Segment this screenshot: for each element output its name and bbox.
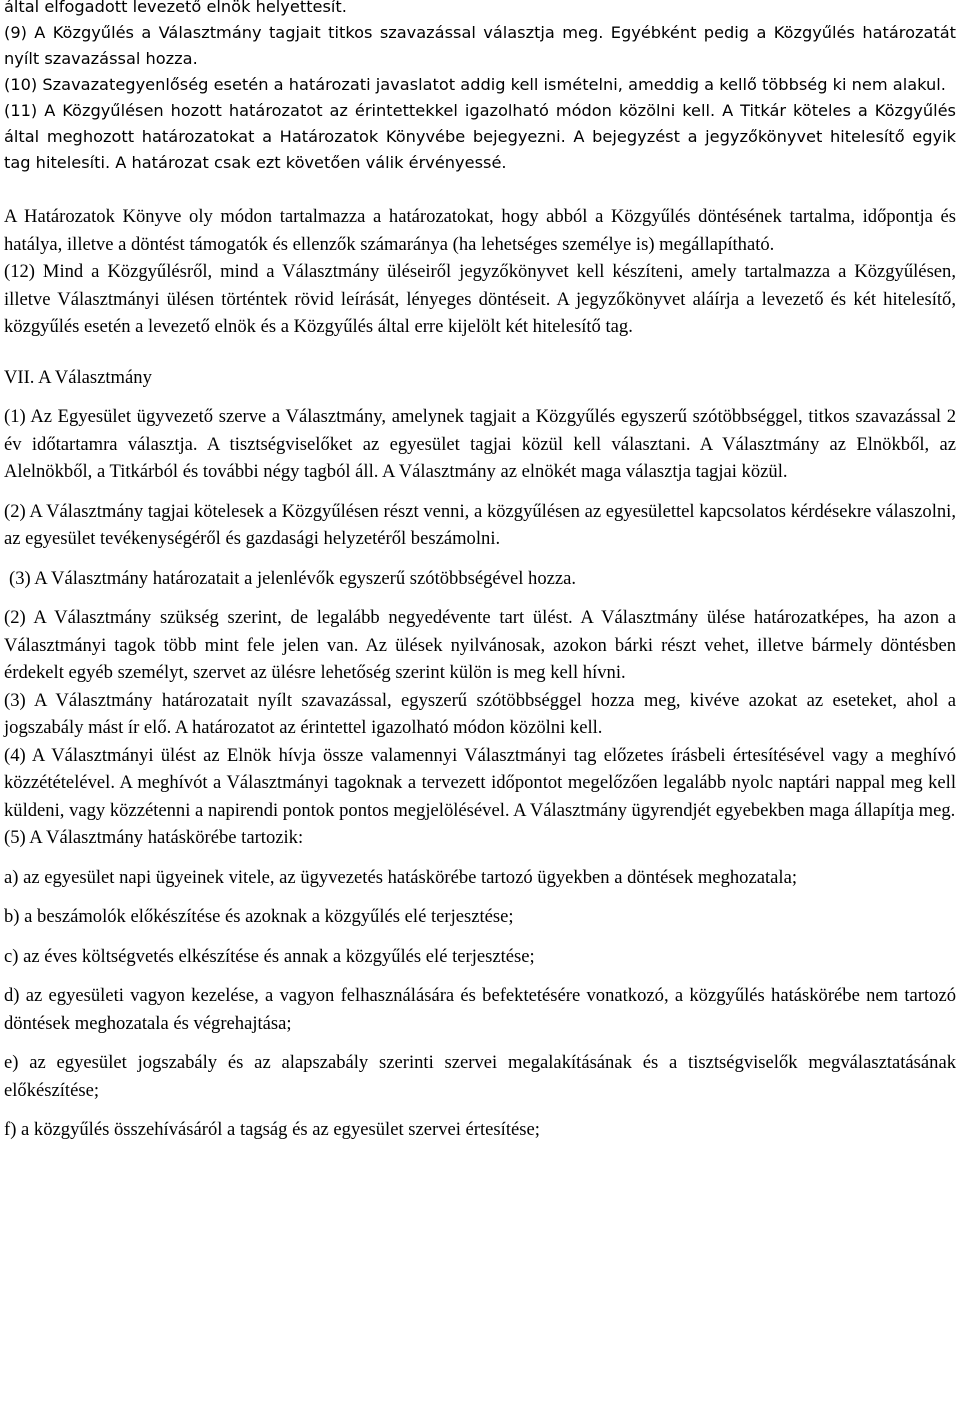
paragraph-elnok-helyettesit: által elfogadott levezető elnök helyettesít. bbox=[4, 0, 347, 16]
paragraph-10: (10) Szavazategyenlőség esetén a határozati javaslatot addig kell ismételni, ameddig a kellő többség ki nem alakul. bbox=[4, 75, 946, 94]
list-item-a: a) az egyesület napi ügyeinek vitele, az ügyvezetés hatáskörébe tartozó ügyekben a döntések meghozatala; bbox=[4, 866, 797, 888]
list-item-b: b) a beszámolók előkészítése és azoknak a közgyűlés elé terjesztése; bbox=[4, 906, 514, 927]
list-item-d: d) az egyesületi vagyon kezelése, a vagyon felhasználására és befektetésére vonatkozó, a közgyűlés hatáskörébe nem tartozó döntések meghozatala és végrehajtása; bbox=[4, 985, 956, 1034]
valasztmany-paragraph-5: (5) A Választmány hatáskörébe tartozik: bbox=[4, 827, 304, 848]
valasztmany-paragraph-4: (4) A Választmányi ülést az Elnök hívja össze valamennyi Választmányi tag előzetes írásbeli értesítésével vagy a meghívó közzétételével. A meghívót a Választmányi tagoknak a tervezett időpontot megelőzően legalább nyolc naptári nappal meg kell küldeni, vagy közzétenni a napirendi pontok pontos megjelölésével. A Választmány ügyrendjét egyebekben maga állapítja meg. bbox=[4, 744, 956, 821]
paragraph-9: (9) A Közgyűlés a Választmány tagjait titkos szavazással választja meg. Egyébként pedig a Közgyűlés határozatát nyílt szavazással hozza. bbox=[4, 23, 956, 68]
section-heading-vii: VII. A Választmány bbox=[4, 366, 152, 388]
paragraph-12: (12) Mind a Közgyűlésről, mind a Választmány üléseiről jegyzőkönyvet kell készíteni, amely tartalmazza a Közgyűlésen, illetve Választmányi ülésen történtek rövid leírását, lényeges döntéseit. A jegyzőkönyvet aláírja a levezető és két hitelesítő, közgyűlés esetén a levezető elnök és a Közgyűlés által erre kijelölt két hitelesítő tag. bbox=[4, 261, 956, 337]
valasztmany-paragraph-2: (2) A Választmány tagjai kötelesek a Közgyűlésen részt venni, a közgyűlésen az egyesülettel kapcsolatos kérdésekre válaszolni, az egyesület tevékenységéről és gazdasági helyzetéről beszámolni. bbox=[4, 500, 956, 549]
valasztmany-paragraph-3a: (3) A Választmány határozatait a jelenlévők egyszerű szótöbbségével hozza. bbox=[9, 567, 577, 589]
valasztmany-paragraph-3b: (3) A Választmány határozatait nyílt szavazással, egyszerű szótöbbséggel hozza meg, kivéve azokat az eseteket, ahol a jogszabály mást ír elő. A határozatot az érintettel igazolható módon közölni kell. bbox=[4, 689, 956, 738]
list-item-e: e) az egyesület jogszabály és az alapszabály szerinti szervei megalakításának és a tisztségviselők megválasztatásának előkészítése; bbox=[4, 1052, 956, 1101]
paragraph-hatarozatok-konyve: A Határozatok Könyve oly módon tartalmazza a határozatokat, hogy abból a Közgyűlés döntésének tartalma, időpontja és hatálya, illetve a döntést támogatók és ellenzők számaránya (ha lehetséges személye is) megállapítható. bbox=[4, 206, 956, 255]
list-item-f: f) a közgyűlés összehívásáról a tagság és az egyesület szervei értesítése; bbox=[4, 1119, 540, 1140]
paragraph-11: (11) A Közgyűlésen hozott határozatot az érintettekkel igazolható módon közölni kell. A Titkár köteles a Közgyűlés által meghozott határozatokat a Határozatok Könyvébe bejegyezni. A bejegyzést a jegyzőkönyvet hitelesítő egyik tag hitelesíti. A határozat csak ezt követően válik érvényessé. bbox=[4, 101, 956, 172]
document-page bbox=[4, 0, 956, 1144]
valasztmany-paragraph-1: (1) Az Egyesület ügyvezető szerve a Választmány, amelynek tagjait a Közgyűlés egyszerű szótöbbséggel, titkos szavazással 2 év időtartamra választja. A tisztségviselőket az egyesület tagjai közül kell választani. A Választmány az Elnökből, az Alelnökből, a Titkárból és további négy tagból áll. A Választmány az elnökét maga választja tagjai közül. bbox=[4, 406, 956, 482]
list-item-c: c) az éves költségvetés elkészítése és annak a közgyűlés elé terjesztése; bbox=[4, 945, 535, 967]
valasztmany-paragraph-2b: (2) A Választmány szükség szerint, de legalább negyedévente tart ülést. A Választmány ülése határozatképes, ha azon a Választmányi tagok több mint fele jelen van. Az ülések nyilvánosak, azokon bárki részt vehet, illetve bármely döntésben érdekelt egyéb személyt, szervet az ülésre lehetőség szerint külön is meg kell hívni. bbox=[4, 607, 956, 683]
